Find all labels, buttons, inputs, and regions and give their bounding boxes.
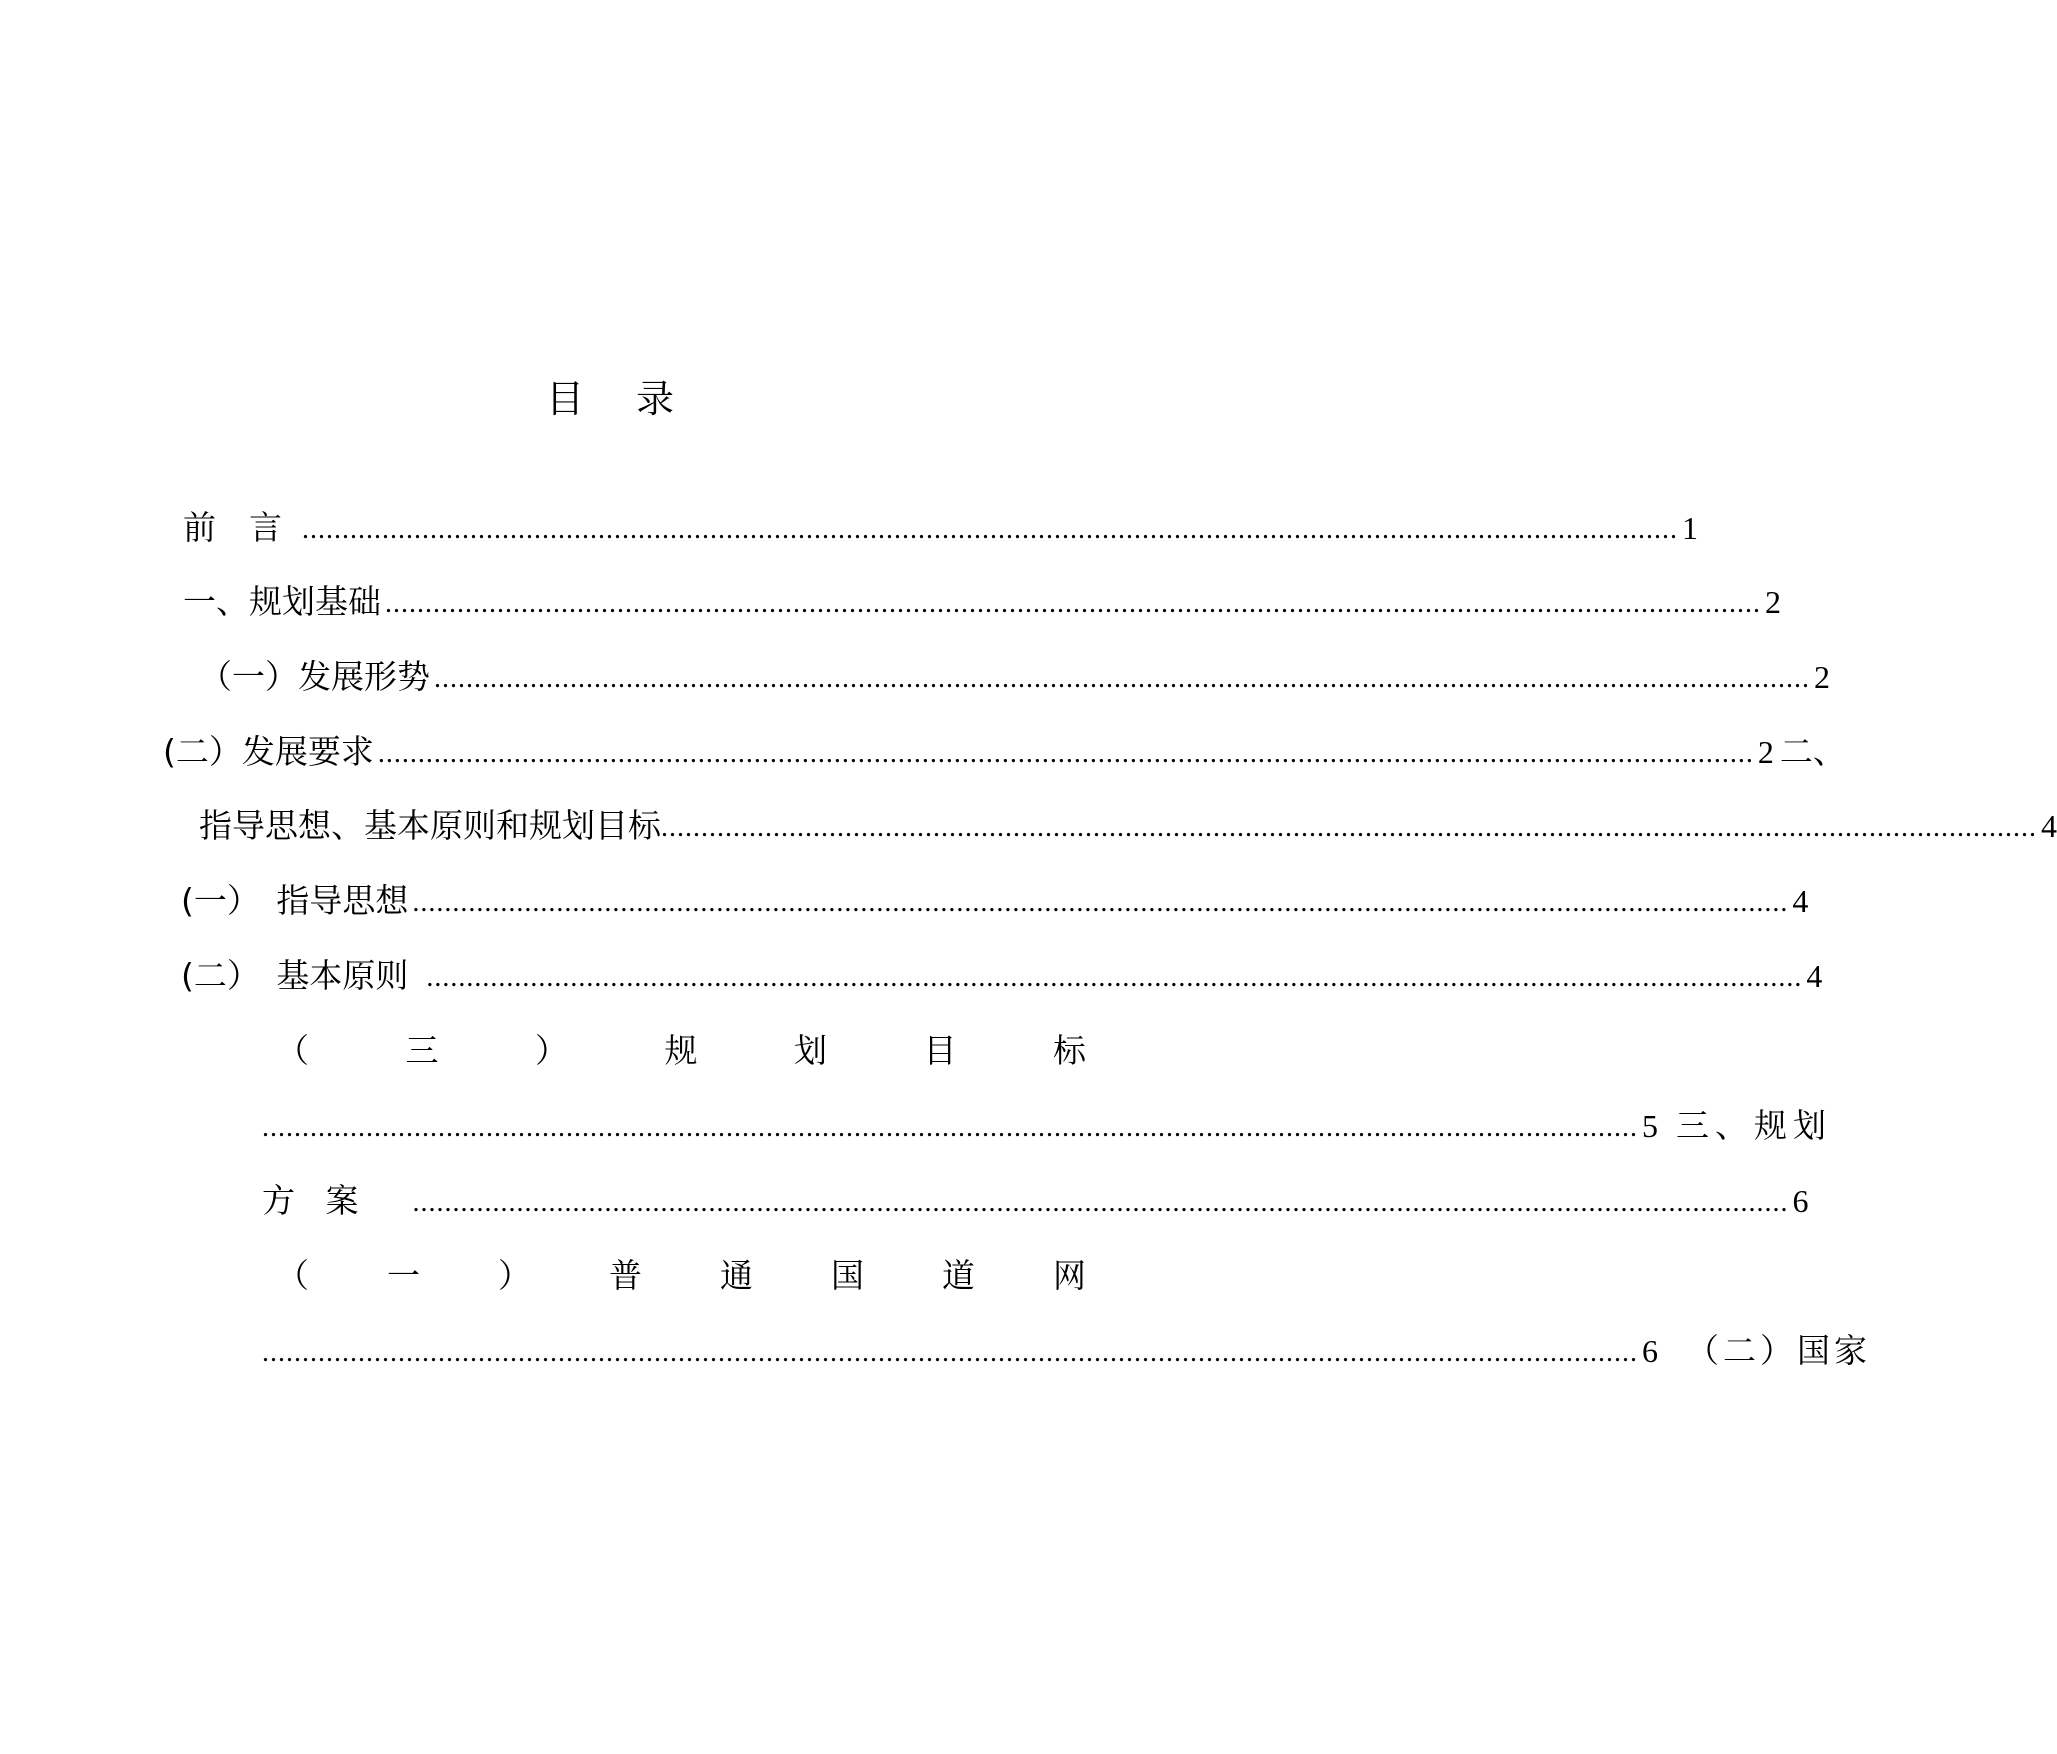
toc-entry-ch1-1[interactable] <box>199 657 1830 697</box>
toc-entry-ch2-2[interactable] <box>181 956 1823 996</box>
toc-char: 划 <box>794 1031 827 1070</box>
toc-leader-dots: ............................................................................................................................................................................ <box>412 1187 1789 1218</box>
toc-leader-dots: ............................................................................................................................................................................ <box>412 887 1789 918</box>
toc-label: (一） 指导思想 <box>181 881 409 920</box>
toc-char: 一 <box>387 1256 420 1295</box>
toc-page-number: 4 <box>1792 883 1809 919</box>
toc-entry-ch2[interactable] <box>199 806 2057 846</box>
toc-leader-dots: ............................................................................................................................................................................ <box>385 588 1761 619</box>
toc-entry-ch2-3-heading[interactable] <box>276 1031 1086 1071</box>
toc-page-number: 5 <box>1642 1108 1658 1144</box>
toc-char: 国 <box>831 1256 864 1295</box>
toc-entry-ch3-1-heading[interactable] <box>276 1256 1086 1296</box>
toc-label: 前 言 <box>183 508 282 547</box>
toc-page-number: 6 <box>1792 1183 1809 1219</box>
toc-next-heading-fragment: （二）国家 <box>1686 1331 1871 1370</box>
toc-page-number: 4 <box>1806 958 1823 994</box>
toc-entry-ch2-3-leader[interactable] <box>262 1106 1832 1146</box>
toc-char: 普 <box>609 1256 642 1295</box>
toc-char: ） <box>498 1256 531 1295</box>
toc-leader-dots: ............................................................................................................................................................................ <box>262 1112 1638 1143</box>
toc-next-heading-fragment: 三、规划 <box>1676 1106 1832 1145</box>
toc-char: ） <box>535 1031 568 1070</box>
toc-char: 标 <box>1053 1031 1086 1070</box>
toc-page-number: 1 <box>1682 510 1698 546</box>
toc-page-number: 6 <box>1642 1333 1658 1369</box>
toc-page-number: 2 <box>1765 584 1781 620</box>
toc-label: (二） 基本原则 <box>181 956 409 995</box>
toc-page-number: 2 <box>1757 734 1774 770</box>
toc-leader-dots: ............................................................................................................................................................................ <box>434 663 1810 694</box>
toc-char: 通 <box>720 1256 753 1295</box>
toc-char: （ <box>276 1031 309 1070</box>
toc-label: 指导思想、基本原则和规划目标 <box>199 806 661 845</box>
toc-char: 目 <box>923 1031 957 1070</box>
toc-next-heading-fragment: 二、 <box>1779 732 1846 771</box>
toc-char: 三 <box>405 1031 439 1070</box>
toc-leader-dots: ............................................................................................................................................................................ <box>262 1337 1638 1368</box>
toc-label: 一、规划基础 <box>183 582 381 621</box>
toc-char: 规 <box>664 1031 698 1070</box>
toc-entry-ch1-2[interactable] <box>163 732 1846 772</box>
toc-leader-dots: ............................................................................................................................................................................ <box>377 738 1754 769</box>
toc-leader-dots: ............................................................................................................................................................................ <box>302 514 1678 545</box>
toc-char: 网 <box>1053 1256 1086 1295</box>
toc-leader-dots: ............................................................................................................................................................................ <box>661 812 2037 843</box>
toc-entry-ch1[interactable] <box>183 582 1781 622</box>
toc-label: （一）发展形势 <box>199 657 430 696</box>
toc-entry-ch3-1-leader[interactable] <box>262 1331 1871 1371</box>
toc-entry-ch3[interactable] <box>262 1181 1809 1221</box>
toc-entry-ch2-1[interactable] <box>181 881 1809 921</box>
toc-char: （ <box>276 1256 309 1295</box>
toc-page-number: 2 <box>1814 659 1830 695</box>
toc-entry-foreword[interactable] <box>183 508 1698 548</box>
page-title: 目 录 <box>545 377 695 421</box>
toc-label: (二）发展要求 <box>163 732 374 771</box>
toc-leader-dots: ............................................................................................................................................................................ <box>426 962 1803 993</box>
toc-char: 道 <box>942 1256 975 1295</box>
toc-page-number: 4 <box>2041 808 2057 844</box>
toc-label: 方 案 <box>262 1181 369 1220</box>
